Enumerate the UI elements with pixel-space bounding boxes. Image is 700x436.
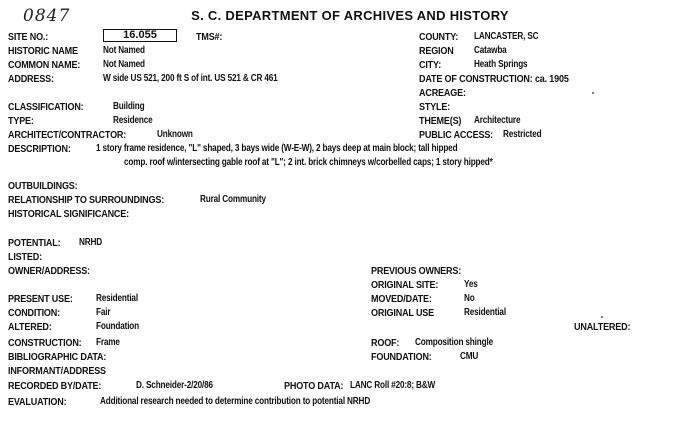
public-access-value: Restricted	[503, 129, 542, 140]
site-no-value: 16.055	[103, 29, 177, 42]
region-label: REGION	[419, 45, 454, 57]
construction-label: CONSTRUCTION:	[8, 337, 82, 349]
owner-address-label: OWNER/ADDRESS:	[8, 265, 90, 277]
outbuildings-label: OUTBUILDINGS:	[8, 180, 78, 192]
site-no-label: SITE NO.:	[8, 31, 49, 43]
county-label: COUNTY:	[419, 31, 459, 43]
address-label: ADDRESS:	[8, 73, 54, 85]
unaltered-label: UNALTERED:	[574, 321, 631, 333]
scan-speck	[592, 92, 594, 94]
tms-label: TMS#:	[196, 31, 223, 43]
description-line-2: comp. roof w/intersecting gable roof at "L"; 2 int. brick chimneys w/corbelled caps; 1 story hipped*	[124, 157, 493, 168]
style-label: STYLE:	[419, 101, 451, 113]
foundation-label: FOUNDATION:	[371, 351, 432, 363]
foundation-value: CMU	[460, 351, 479, 362]
classification-value: Building	[113, 101, 145, 112]
original-use-label: ORIGINAL USE	[371, 307, 434, 319]
scan-speck	[601, 316, 603, 318]
original-site-value: Yes	[464, 279, 478, 290]
roof-label: ROOF:	[371, 337, 400, 349]
historical-significance-label: HISTORICAL SIGNIFICANCE:	[8, 208, 129, 220]
historic-name-label: HISTORIC NAME	[8, 45, 78, 57]
previous-owners-label: PREVIOUS OWNERS:	[371, 265, 462, 277]
type-value: Residence	[113, 115, 153, 126]
description-line-1: 1 story frame residence, "L" shaped, 3 bays wide (W-E-W), 2 bays deep at main block; tall hipped	[96, 143, 458, 154]
themes-value: Architecture	[474, 115, 521, 126]
county-value: LANCASTER, SC	[474, 31, 539, 42]
themes-label: THEME(S)	[419, 115, 462, 127]
potential-value: NRHD	[79, 237, 103, 248]
acreage-label: ACREAGE:	[419, 87, 466, 99]
evaluation-label: EVALUATION:	[8, 396, 67, 408]
common-name-value: Not Named	[103, 59, 145, 70]
present-use-label: PRESENT USE:	[8, 293, 73, 305]
photo-data-label: PHOTO DATA:	[284, 380, 344, 392]
moved-date-label: MOVED/DATE:	[371, 293, 432, 305]
original-site-label: ORIGINAL SITE:	[371, 279, 439, 291]
city-value: Heath Springs	[474, 59, 528, 70]
public-access-label: PUBLIC ACCESS:	[419, 129, 494, 141]
altered-value: Foundation	[96, 321, 139, 332]
informant-address-label: INFORMANT/ADDRESS	[8, 365, 106, 377]
form-title: S. C. DEPARTMENT OF ARCHIVES AND HISTORY	[191, 8, 509, 23]
date-of-construction: DATE OF CONSTRUCTION: ca. 1905	[419, 73, 569, 85]
bibliographic-data-label: BIBLIOGRAPHIC DATA:	[8, 351, 107, 363]
original-use-value: Residential	[464, 307, 506, 318]
classification-label: CLASSIFICATION:	[8, 101, 84, 113]
roof-value: Composition shingle	[415, 337, 493, 348]
condition-label: CONDITION:	[8, 307, 60, 319]
city-label: CITY:	[419, 59, 442, 71]
common-name-label: COMMON NAME:	[8, 59, 81, 71]
historic-name-value: Not Named	[103, 45, 145, 56]
architect-label: ARCHITECT/CONTRACTOR:	[8, 129, 127, 141]
photo-data-value: LANC Roll #20:8; B&W	[350, 380, 436, 391]
description-label: DESCRIPTION:	[8, 143, 71, 155]
altered-label: ALTERED:	[8, 321, 52, 333]
region-value: Catawba	[474, 45, 507, 56]
listed-label: LISTED:	[8, 251, 42, 263]
recorded-by-value: D. Schneider-2/20/86	[136, 380, 213, 391]
handwritten-number: 0847	[23, 6, 71, 26]
evaluation-value: Additional research needed to determine contribution to potential NRHD	[100, 396, 371, 407]
address-value: W side US 521, 200 ft S of int. US 521 & CR 461	[103, 73, 278, 84]
architect-value: Unknown	[157, 129, 193, 140]
type-label: TYPE:	[8, 115, 34, 127]
moved-date-value: No	[464, 293, 475, 304]
recorded-by-label: RECORDED BY/DATE:	[8, 380, 102, 392]
potential-label: POTENTIAL:	[8, 237, 61, 249]
present-use-value: Residential	[96, 293, 138, 304]
relationship-value: Rural Community	[200, 194, 266, 205]
relationship-label: RELATIONSHIP TO SURROUNDINGS:	[8, 194, 165, 206]
construction-value: Frame	[96, 337, 120, 348]
condition-value: Fair	[96, 307, 111, 318]
